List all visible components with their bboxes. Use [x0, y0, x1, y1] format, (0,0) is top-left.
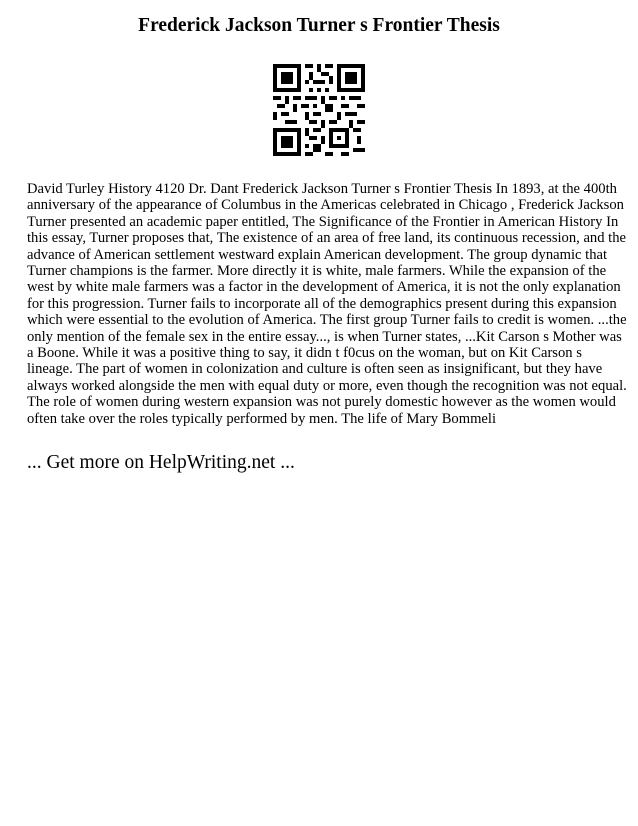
text-line: advance of American settlement westward explain American development. The group dynamic that: [27, 246, 608, 263]
text-line: David Turley History 4120 Dr. Dant Frederick Jackson Turner s Frontier Thesis In 1893, at the 400th: [27, 181, 617, 197]
text-line: The role of women during western expansion was not purely domestic however as the women would: [27, 394, 616, 411]
text-line: Turner champions is the farmer. More directly it is white, male farmers. While the expansion of the: [27, 263, 607, 280]
essay-excerpt: [27, 181, 627, 427]
text-line: which were essential to the evolution of America. The first group Turner fails to credit is women. ...the: [27, 312, 627, 329]
text-line: anniversary of the appearance of Columbus in the Americas celebrated in Chicago , Frederick Jackson: [27, 197, 624, 214]
text-line: this essay, Turner proposes that, The existence of an area of free land, its continuous recession, and the: [27, 230, 626, 247]
text-line: often take over the roles typically performed by men. The life of Mary Bommeli: [27, 410, 497, 427]
text-line: for this progression. Turner fails to incorporate all of the demographics present during this expansion: [27, 295, 617, 312]
text-line: west by white male farmers was a factor in the development of America, it is not the only explanation: [27, 279, 621, 296]
text-line: lineage. The part of women in colonization and culture is often seen as insignificant, but they have: [27, 361, 603, 378]
text-line: a Boone. While it was a positive thing to say, it didn t f0cus on the woman, but on Kit Carson s: [27, 345, 582, 362]
page-title: Frederick Jackson Turner s Frontier Thesis: [138, 15, 500, 36]
qr-code-icon[interactable]: [273, 64, 365, 156]
text-line: only mention of the female sex in the entire essay..., is when Turner states, ...Kit Carson s Mother was: [27, 328, 622, 345]
text-line: always worked alongside the men with equal duty or more, even though the recognition was not equal.: [27, 377, 627, 394]
get-more-link[interactable]: ... Get more on HelpWriting.net ...: [27, 452, 295, 473]
text-line: Turner presented an academic paper entitled, The Significance of the Frontier in American History In: [27, 213, 619, 230]
